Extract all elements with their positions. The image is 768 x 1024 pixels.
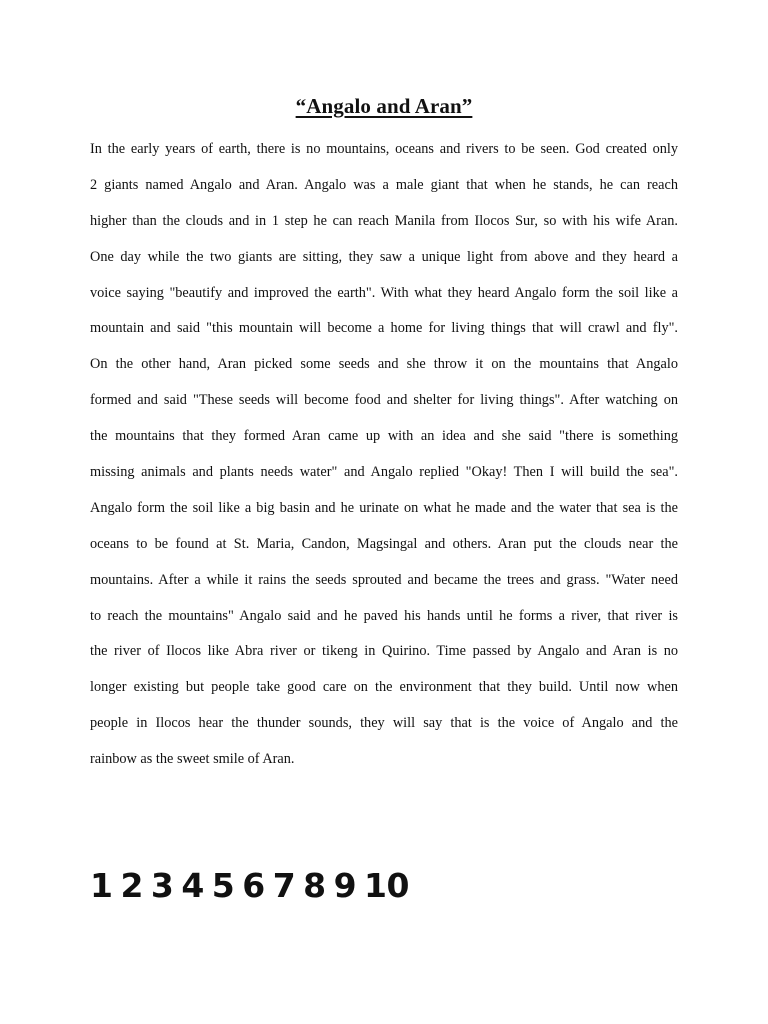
body-line: oceans to be found at St. Maria, Candon, Magsingal and others. Aran put the clouds near the <box>90 535 678 552</box>
body-line: mountain and said "this mountain will become a home for living things that will crawl and fly". <box>90 320 678 337</box>
body-line: Angalo form the soil like a big basin and he urinate on what he made and the water that sea is the <box>90 499 678 516</box>
body-line: the mountains that they formed Aran came up with an idea and she said "there is something <box>90 428 678 445</box>
body-line: 2 giants named Angalo and Aran. Angalo was a male giant that when he stands, he can reach <box>90 176 678 193</box>
body-line: mountains. After a while it rains the seeds sprouted and became the trees and grass. "Water need <box>90 571 678 588</box>
body-line: One day while the two giants are sitting, they saw a unique light from above and they heard a <box>90 248 678 265</box>
story-title: “Angalo and Aran” <box>295 94 473 118</box>
body-line: higher than the clouds and in 1 step he can reach Manila from Ilocos Sur, so with his wife Aran. <box>90 212 678 229</box>
body-line: rainbow as the sweet smile of Aran. <box>90 751 295 768</box>
body-line: formed and said "These seeds will become food and shelter for living things". After watching on <box>90 392 678 409</box>
body-line: On the other hand, Aran picked some seeds and she throw it on the mountains that Angalo <box>90 356 678 373</box>
body-line: In the early years of earth, there is no mountains, oceans and rivers to be seen. God created only <box>90 141 678 157</box>
body-line: to reach the mountains" Angalo said and he paved his hands until he forms a river, that river is <box>90 607 678 624</box>
page-number-strip: 1 2 3 4 5 6 7 8 9 10 <box>90 866 409 905</box>
body-line: voice saying "beautify and improved the earth". With what they heard Angalo form the soil like a <box>90 284 678 301</box>
body-line: the river of Ilocos like Abra river or tikeng in Quirino. Time passed by Angalo and Aran is no <box>90 643 678 660</box>
body-line: people in Ilocos hear the thunder sounds, they will say that is the voice of Angalo and the <box>90 715 678 732</box>
story-body <box>90 132 678 778</box>
body-line: missing animals and plants needs water" and Angalo replied "Okay! Then I will build the sea". <box>90 464 678 481</box>
body-line: longer existing but people take good care on the environment that they build. Until now when <box>90 679 678 696</box>
